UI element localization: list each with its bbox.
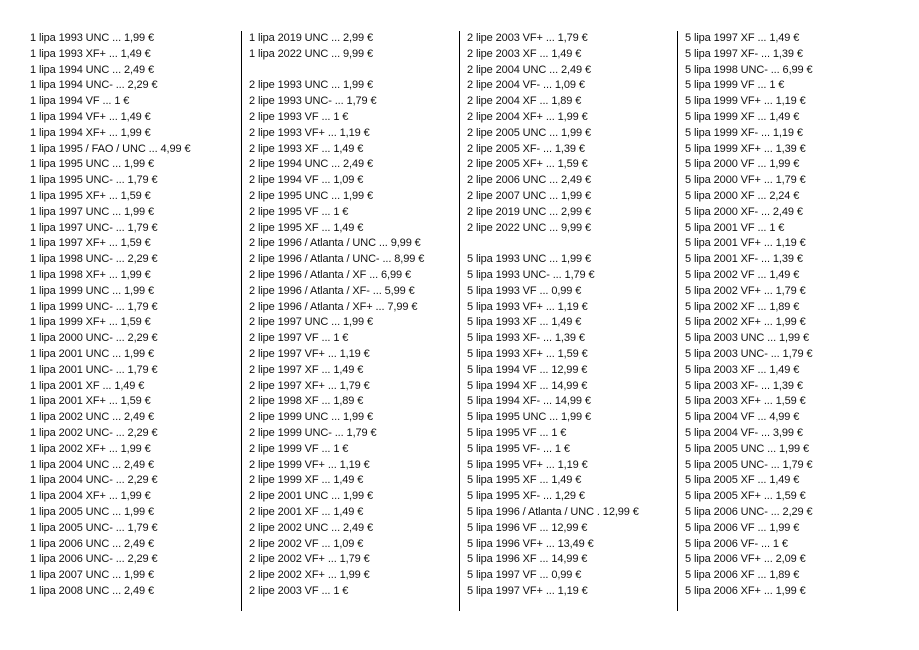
price-entry: 5 lipa 1993 VF+ ... 1,19 € <box>467 300 588 313</box>
price-entry: 2 lipe 1998 XF ... 1,89 € <box>249 395 364 408</box>
price-entry: 2 lipe 1994 VF ... 1,09 € <box>249 174 364 187</box>
price-entry: 1 lipa 2019 UNC ... 2,99 € <box>249 32 373 44</box>
price-entry: 2 lipe 1996 / Atlanta / UNC- ... 8,99 € <box>249 253 425 266</box>
price-entry: 1 lipa 1994 VF ... 1 € <box>30 95 130 108</box>
price-entry: 2 lipe 1999 UNC ... 1,99 € <box>249 411 373 424</box>
price-entry: 5 lipa 1995 VF- ... 1 € <box>467 442 570 455</box>
price-entry: 2 lipe 1997 UNC ... 1,99 € <box>249 316 373 329</box>
price-list-3 <box>467 31 682 600</box>
price-entry: 5 lipa 2006 UNC- ... 2,29 € <box>685 505 813 518</box>
price-entry: 5 lipa 2002 XF+ ... 1,99 € <box>685 316 806 329</box>
price-entry: 2 lipe 2004 XF+ ... 1,99 € <box>467 110 588 123</box>
price-entry: 1 lipa 2002 UNC ... 2,49 € <box>30 411 154 424</box>
price-entry: 1 lipa 2004 UNC ... 2,49 € <box>30 458 154 471</box>
price-entry: 5 lipa 1994 XF ... 14,99 € <box>467 379 588 392</box>
price-entry: 1 lipa 2001 UNC ... 1,99 € <box>30 347 154 360</box>
price-entry: 5 lipa 2000 XF ... 2,24 € <box>685 189 800 202</box>
price-entry: 1 lipa 1994 XF+ ... 1,99 € <box>30 126 151 139</box>
price-entry: 2 lipe 1997 VF+ ... 1,19 € <box>249 347 370 360</box>
price-entry: 2 lipe 1999 UNC- ... 1,79 € <box>249 426 377 439</box>
price-entry: 2 lipe 2004 VF- ... 1,09 € <box>467 79 585 92</box>
price-entry: 2 lipe 2002 VF ... 1,09 € <box>249 537 364 550</box>
price-entry: 1 lipa 2002 UNC- ... 2,29 € <box>30 426 158 439</box>
price-entry: 2 lipe 2007 UNC ... 1,99 € <box>467 189 591 202</box>
price-entry: 5 lipa 1995 VF ... 1 € <box>467 426 567 439</box>
price-entry: 1 lipa 1995 / FAO / UNC ... 4,99 € <box>30 142 191 155</box>
price-entry: 2 lipe 1996 / Atlanta / XF- ... 5,99 € <box>249 284 415 297</box>
price-entry: 5 lipa 1996 XF ... 14,99 € <box>467 553 588 566</box>
price-entry: 1 lipa 2005 UNC ... 1,99 € <box>30 505 154 518</box>
price-entry: 5 lipa 2001 VF+ ... 1,19 € <box>685 237 806 250</box>
price-entry: 2 lipe 1996 / Atlanta / XF ... 6,99 € <box>249 268 412 281</box>
price-entry: 1 lipa 2004 UNC- ... 2,29 € <box>30 474 158 487</box>
price-entry: 5 lipa 1993 XF+ ... 1,59 € <box>467 347 588 360</box>
price-entry: 5 lipa 2006 VF ... 1,99 € <box>685 521 800 534</box>
price-entry: 1 lipa 2022 UNC ... 9,99 € <box>249 47 373 60</box>
price-entry: 5 lipa 2006 VF+ ... 2,09 € <box>685 553 806 566</box>
price-entry: 5 lipa 1993 XF- ... 1,39 € <box>467 332 585 345</box>
price-entry: 1 lipa 2007 UNC ... 1,99 € <box>30 569 154 582</box>
price-column-2 <box>241 31 464 611</box>
price-entry: 2 lipe 2003 VF ... 1 € <box>249 584 349 597</box>
price-entry: 2 lipe 2002 UNC ... 2,49 € <box>249 521 373 534</box>
price-entry: 2 lipe 1996 / Atlanta / UNC ... 9,99 € <box>249 237 421 250</box>
price-list-1 <box>30 31 238 600</box>
price-entry: 1 lipa 1994 VF+ ... 1,49 € <box>30 110 151 123</box>
price-entry: 2 lipe 1997 VF ... 1 € <box>249 332 349 345</box>
price-entry: 5 lipa 1999 VF ... 1 € <box>685 79 785 92</box>
price-entry: 1 lipa 1994 UNC ... 2,49 € <box>30 63 154 76</box>
price-entry: 2 lipe 2005 XF- ... 1,39 € <box>467 142 585 155</box>
price-entry: 1 lipa 2001 UNC- ... 1,79 € <box>30 363 158 376</box>
price-entry: 2 lipe 1999 XF ... 1,49 € <box>249 474 364 487</box>
price-entry: 2 lipe 1993 VF+ ... 1,19 € <box>249 126 370 139</box>
price-entry: 2 lipe 1999 VF ... 1 € <box>249 442 349 455</box>
price-entry: 5 lipa 2002 VF+ ... 1,79 € <box>685 284 806 297</box>
price-entry: 1 lipa 2006 UNC- ... 2,29 € <box>30 553 158 566</box>
price-entry: 5 lipa 2000 XF- ... 2,49 € <box>685 205 803 218</box>
price-entry: 1 lipa 1995 UNC- ... 1,79 € <box>30 174 158 187</box>
price-entry: 5 lipa 1993 UNC- ... 1,79 € <box>467 268 595 281</box>
price-entry: 5 lipa 1996 VF ... 12,99 € <box>467 521 588 534</box>
price-entry: 2 lipe 1993 XF ... 1,49 € <box>249 142 364 155</box>
price-entry: 2 lipe 2001 UNC ... 1,99 € <box>249 490 373 503</box>
price-entry: 5 lipa 2005 XF+ ... 1,59 € <box>685 490 806 503</box>
price-entry: 2 lipe 2004 XF ... 1,89 € <box>467 95 582 108</box>
price-entry: 5 lipa 1996 / Atlanta / UNC . 12,99 € <box>467 505 639 518</box>
price-entry: 5 lipa 2002 VF ... 1,49 € <box>685 268 800 281</box>
price-entry: 5 lipa 1999 XF- ... 1,19 € <box>685 126 803 139</box>
price-entry: 1 lipa 1999 UNC- ... 1,79 € <box>30 300 158 313</box>
price-entry: 2 lipe 2004 UNC ... 2,49 € <box>467 63 591 76</box>
price-entry: 2 lipe 1995 VF ... 1 € <box>249 205 349 218</box>
price-entry: 2 lipe 2005 XF+ ... 1,59 € <box>467 158 588 171</box>
price-entry: 5 lipa 1995 UNC ... 1,99 € <box>467 411 591 424</box>
price-entry: 2 lipe 1997 XF+ ... 1,79 € <box>249 379 370 392</box>
price-entry: 1 lipa 2000 UNC- ... 2,29 € <box>30 332 158 345</box>
price-entry: 2 lipe 1999 VF+ ... 1,19 € <box>249 458 370 471</box>
price-entry: 5 lipa 1995 VF+ ... 1,19 € <box>467 458 588 471</box>
price-entry: 1 lipa 2002 XF+ ... 1,99 € <box>30 442 151 455</box>
price-entry: 1 lipa 1995 UNC ... 1,99 € <box>30 158 154 171</box>
price-entry: 2 lipe 2001 XF ... 1,49 € <box>249 505 364 518</box>
price-entry: 2 lipe 1995 UNC ... 1,99 € <box>249 189 373 202</box>
price-entry: 5 lipa 2004 VF ... 4,99 € <box>685 411 800 424</box>
price-entry: 1 lipa 1993 XF+ ... 1,49 € <box>30 47 151 60</box>
price-entry: 5 lipa 2000 VF+ ... 1,79 € <box>685 174 806 187</box>
price-list-2 <box>249 31 464 600</box>
price-entry: 2 lipe 1993 VF ... 1 € <box>249 110 349 123</box>
price-entry: 5 lipa 1997 VF+ ... 1,19 € <box>467 584 588 597</box>
price-column-3 <box>459 31 682 611</box>
price-entry: 1 lipa 1997 UNC ... 1,99 € <box>30 205 154 218</box>
price-column-4 <box>677 31 885 611</box>
price-entry: 1 lipa 2008 UNC ... 2,49 € <box>30 584 154 597</box>
price-entry: 5 lipa 2005 UNC ... 1,99 € <box>685 442 809 455</box>
price-entry: 5 lipa 2000 VF ... 1,99 € <box>685 158 800 171</box>
price-entry: 2 lipe 2002 VF+ ... 1,79 € <box>249 553 370 566</box>
price-entry: 2 lipe 1993 UNC- ... 1,79 € <box>249 95 377 108</box>
price-entry: 1 lipa 1997 XF+ ... 1,59 € <box>30 237 151 250</box>
price-entry: 5 lipa 1997 XF ... 1,49 € <box>685 32 800 44</box>
price-entry: 1 lipa 2001 XF ... 1,49 € <box>30 379 145 392</box>
price-entry: 5 lipa 2005 XF ... 1,49 € <box>685 474 800 487</box>
price-entry: 5 lipa 1999 XF ... 1,49 € <box>685 110 800 123</box>
price-entry: 5 lipa 2004 VF- ... 3,99 € <box>685 426 803 439</box>
price-entry: 5 lipa 2005 UNC- ... 1,79 € <box>685 458 813 471</box>
price-entry: 5 lipa 2002 XF ... 1,89 € <box>685 300 800 313</box>
price-entry: 5 lipa 1995 XF ... 1,49 € <box>467 474 582 487</box>
price-entry: 5 lipa 2003 XF- ... 1,39 € <box>685 379 803 392</box>
price-entry: 5 lipa 1993 VF ... 0,99 € <box>467 284 582 297</box>
price-entry: 2 lipe 2002 XF+ ... 1,99 € <box>249 569 370 582</box>
spacer-row <box>249 63 464 79</box>
price-entry: 2 lipe 1994 UNC ... 2,49 € <box>249 158 373 171</box>
price-entry: 5 lipa 1994 VF ... 12,99 € <box>467 363 588 376</box>
price-entry: 5 lipa 1995 XF- ... 1,29 € <box>467 490 585 503</box>
price-list-4 <box>685 31 885 600</box>
price-entry: 5 lipa 2003 UNC ... 1,99 € <box>685 332 809 345</box>
price-entry: 5 lipa 2006 VF- ... 1 € <box>685 537 788 550</box>
price-entry: 2 lipe 2005 UNC ... 1,99 € <box>467 126 591 139</box>
price-entry: 5 lipa 1997 VF ... 0,99 € <box>467 569 582 582</box>
price-entry: 1 lipa 2001 XF+ ... 1,59 € <box>30 395 151 408</box>
price-column-1 <box>30 31 238 611</box>
price-entry: 5 lipa 2003 XF ... 1,49 € <box>685 363 800 376</box>
price-entry: 5 lipa 2006 XF ... 1,89 € <box>685 569 800 582</box>
price-entry: 5 lipa 1993 UNC ... 1,99 € <box>467 253 591 266</box>
price-entry: 1 lipa 1994 UNC- ... 2,29 € <box>30 79 158 92</box>
price-entry: 5 lipa 2006 XF+ ... 1,99 € <box>685 584 806 597</box>
price-entry: 5 lipa 1996 VF+ ... 13,49 € <box>467 537 594 550</box>
price-entry: 5 lipa 1997 XF- ... 1,39 € <box>685 47 803 60</box>
price-entry: 5 lipa 1993 XF ... 1,49 € <box>467 316 582 329</box>
price-entry: 5 lipa 2001 VF ... 1 € <box>685 221 785 234</box>
price-entry: 2 lipe 2003 VF+ ... 1,79 € <box>467 32 588 44</box>
price-entry: 2 lipe 1993 UNC ... 1,99 € <box>249 79 373 92</box>
price-entry: 1 lipa 1998 UNC- ... 2,29 € <box>30 253 158 266</box>
price-entry: 1 lipa 1999 UNC ... 1,99 € <box>30 284 154 297</box>
price-entry: 2 lipe 2003 XF ... 1,49 € <box>467 47 582 60</box>
price-entry: 2 lipe 1995 XF ... 1,49 € <box>249 221 364 234</box>
price-entry: 2 lipe 1997 XF ... 1,49 € <box>249 363 364 376</box>
price-entry: 1 lipa 1999 XF+ ... 1,59 € <box>30 316 151 329</box>
price-entry: 5 lipa 2003 XF+ ... 1,59 € <box>685 395 806 408</box>
price-entry: 1 lipa 2006 UNC ... 2,49 € <box>30 537 154 550</box>
price-entry: 2 lipe 2022 UNC ... 9,99 € <box>467 221 591 234</box>
price-entry: 5 lipa 1999 VF+ ... 1,19 € <box>685 95 806 108</box>
price-entry: 5 lipa 1994 XF- ... 14,99 € <box>467 395 591 408</box>
price-entry: 1 lipa 2004 XF+ ... 1,99 € <box>30 490 151 503</box>
price-entry: 2 lipe 1996 / Atlanta / XF+ ... 7,99 € <box>249 300 418 313</box>
price-entry: 1 lipa 1997 UNC- ... 1,79 € <box>30 221 158 234</box>
spacer-row <box>467 236 682 252</box>
price-entry: 5 lipa 1998 UNC- ... 6,99 € <box>685 63 813 76</box>
price-entry: 1 lipa 1993 UNC ... 1,99 € <box>30 32 154 44</box>
price-entry: 1 lipa 1995 XF+ ... 1,59 € <box>30 189 151 202</box>
price-entry: 1 lipa 1998 XF+ ... 1,99 € <box>30 268 151 281</box>
price-entry: 1 lipa 2005 UNC- ... 1,79 € <box>30 521 158 534</box>
price-entry: 5 lipa 1999 XF+ ... 1,39 € <box>685 142 806 155</box>
price-entry: 5 lipa 2003 UNC- ... 1,79 € <box>685 347 813 360</box>
price-entry: 5 lipa 2001 XF- ... 1,39 € <box>685 253 803 266</box>
price-entry: 2 lipe 2006 UNC ... 2,49 € <box>467 174 591 187</box>
price-entry: 2 lipe 2019 UNC ... 2,99 € <box>467 205 591 218</box>
